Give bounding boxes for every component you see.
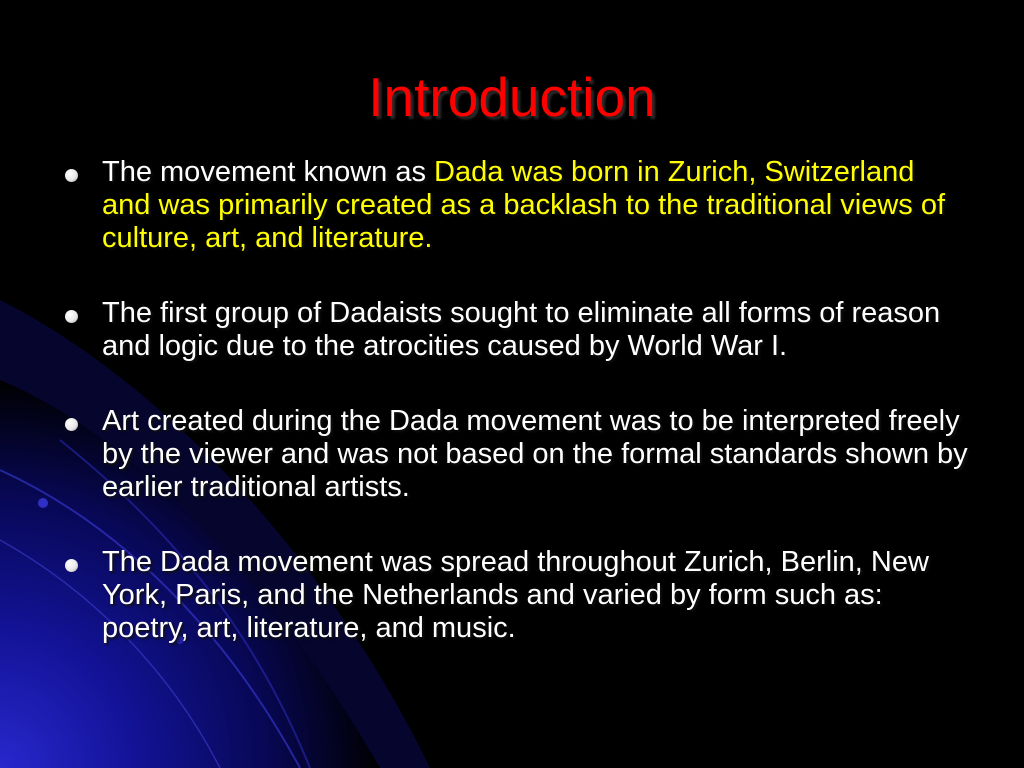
bullet-list (63, 156, 968, 687)
bullet-item (63, 297, 968, 363)
bullet-item (63, 546, 968, 645)
bullet-dot-icon (65, 310, 78, 323)
bullet-text-segment: Art created during the Dada movement was to be interpreted freely by the viewer and was not based on the formal standards shown by earlier traditional artists. (102, 405, 968, 503)
slide-title: Introduction (368, 66, 656, 128)
bullet-item (63, 405, 968, 504)
bullet-text-segment: The first group of Dadaists sought to eliminate all forms of reason and logic due to the atrocities caused by World War I. (102, 297, 941, 362)
bullet-item (63, 156, 968, 255)
bullet-text-segment: Dada was born in Zurich, Switzerland and was primarily created as a backlash to the traditional views of culture, art, and literature. (102, 156, 946, 254)
bullet-dot-icon (65, 559, 78, 572)
bullet-dot-icon (65, 418, 78, 431)
bullet-text-segment: The movement known as (102, 156, 435, 188)
bullet-text-segment: The Dada movement was spread throughout Zurich, Berlin, New York, Paris, and the Netherlands and varied by form such as: poetry, art, literature, and music. (102, 546, 929, 644)
bullet-dot-icon (65, 169, 78, 182)
